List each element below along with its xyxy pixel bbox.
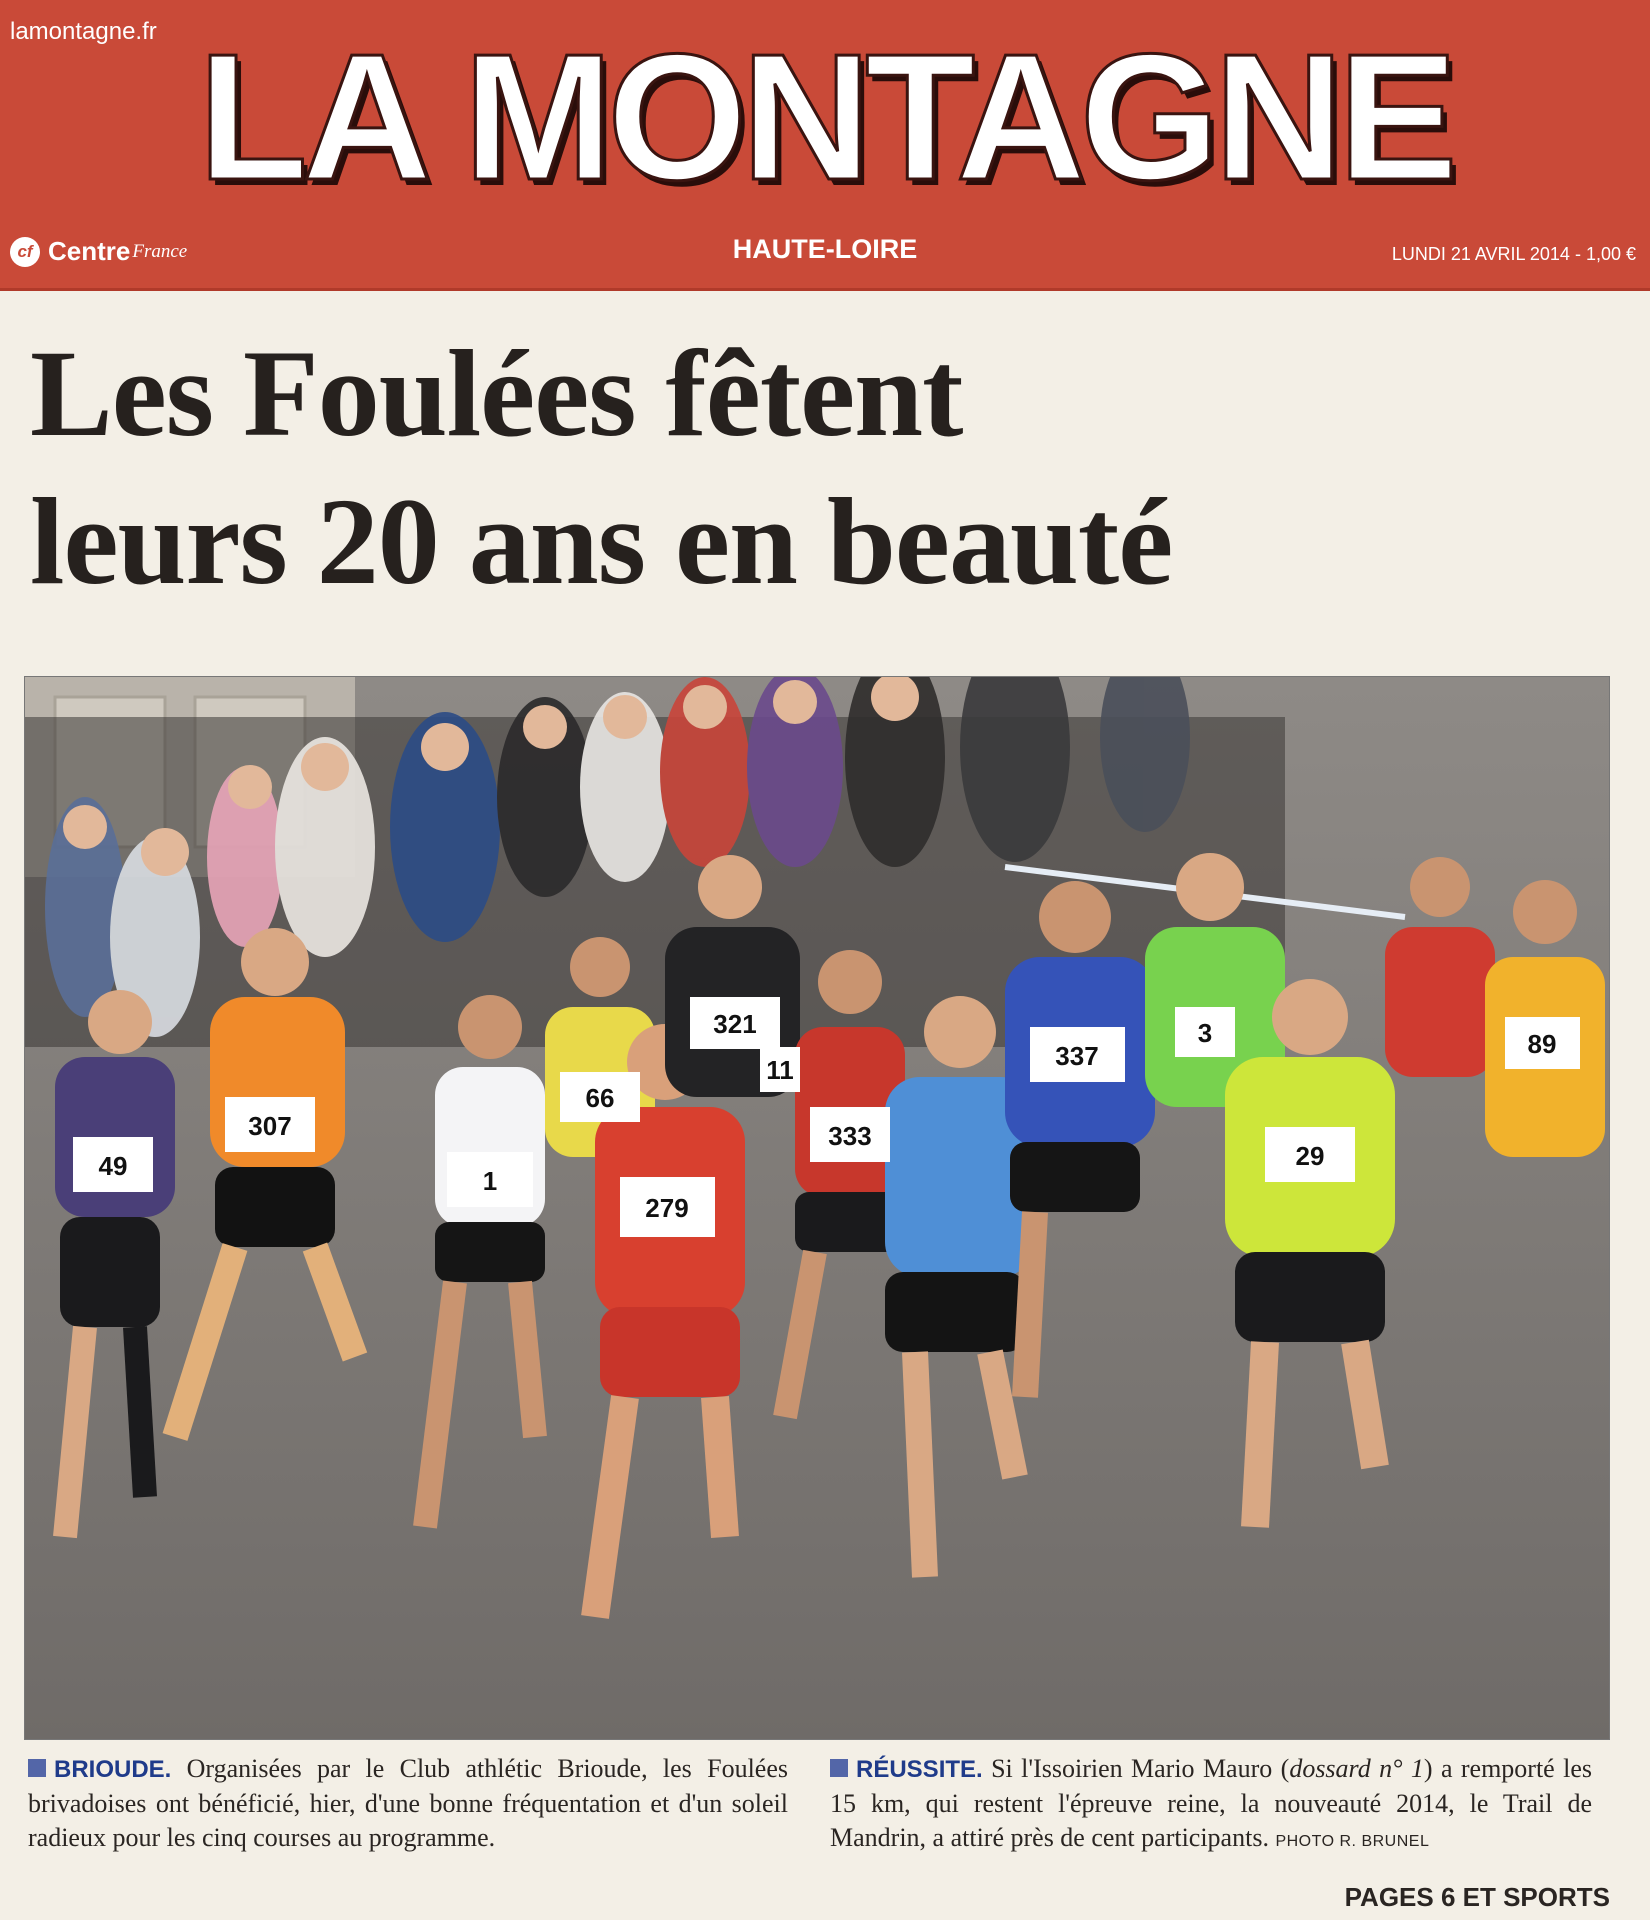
bib-49: 49 [98, 1151, 128, 1181]
bib-1: 1 [482, 1166, 498, 1196]
bib-333: 333 [828, 1121, 872, 1151]
centre-france-logo-icon: cf [10, 237, 40, 267]
caption-right-keyword: RÉUSSITE. [856, 1756, 983, 1783]
bib-337: 337 [1055, 1041, 1099, 1071]
bib-321: 321 [713, 1009, 757, 1039]
headline-line-2: leurs 20 ans en beauté [30, 473, 1173, 610]
bullet-square-icon [830, 1759, 848, 1777]
dateline: LUNDI 21 AVRIL 2014 - 1,00 € [1391, 244, 1636, 264]
caption-left [28, 1752, 788, 1855]
bib-11: 11 [766, 1055, 794, 1085]
bib-66: 66 [585, 1083, 615, 1113]
caption-right-text-a: Si l'Issoirien Mario Mauro ( [982, 1754, 1290, 1783]
publisher-name: Centre [48, 236, 131, 266]
bib-3: 3 [1197, 1018, 1213, 1048]
masthead [0, 0, 1650, 291]
caption-right-text-b: ) a remporté les 15 km, qui restent l'épreuve reine, la nouveauté 2014, le Trail de Mandrin, a attiré près de cent participants. [830, 1754, 1592, 1852]
photo-credit: PHOTO R. BRUNEL [1275, 1833, 1430, 1850]
publisher-brand [10, 236, 187, 267]
main-headline [30, 320, 1630, 616]
race-photo [24, 676, 1610, 1740]
caption-right [830, 1752, 1592, 1859]
caption-right-emphasis: dossard n° 1 [1289, 1754, 1424, 1783]
edition-label: HAUTE-LOIRE [732, 234, 918, 264]
headline-line-1: Les Foulées fêtent [30, 325, 963, 462]
bib-279: 279 [645, 1193, 689, 1223]
newspaper-name: LA MONTAGNE [198, 17, 1452, 218]
bullet-square-icon [28, 1759, 46, 1777]
bib-307: 307 [248, 1111, 292, 1141]
site-url[interactable]: lamontagne.fr [10, 18, 157, 45]
publisher-suffix: France [132, 240, 188, 262]
caption-left-text: Organisées par le Club athlétic Brioude, les Foulées brivadoises ont bénéficié, hier, d'une bonne fréquentation et d'un soleil radieux pour les cinq courses au programme. [28, 1754, 788, 1852]
caption-left-keyword: BRIOUDE. [54, 1756, 172, 1783]
bib-29: 29 [1295, 1141, 1325, 1171]
page-reference: PAGES 6 ET SPORTS [1344, 1882, 1610, 1912]
race-photo-illustration [25, 677, 1609, 1739]
bib-89: 89 [1527, 1029, 1557, 1059]
